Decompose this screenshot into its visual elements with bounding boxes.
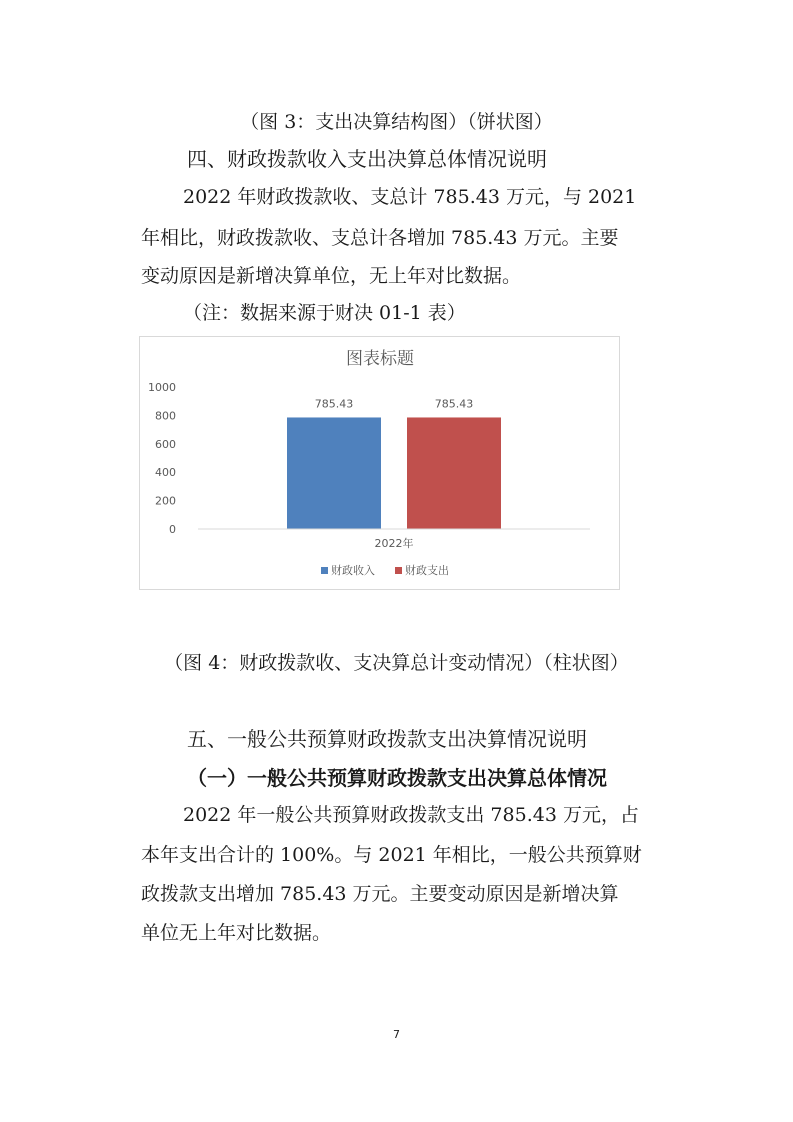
figure4-caption: （图 4：财政拨款收、支决算总计变动情况）（柱状图）: [164, 652, 629, 674]
legend-label: 财政收入: [331, 564, 375, 577]
y-tick-label: 0: [169, 523, 176, 536]
y-tick-label: 1000: [148, 381, 176, 394]
page-number: 7: [393, 1028, 400, 1041]
bar-expenditure: [407, 417, 501, 529]
chart-title: 图表标题: [346, 349, 414, 369]
section5-subheading: （一）一般公共预算财政拨款支出决算总体情况: [187, 766, 607, 790]
y-tick-label: 600: [155, 437, 176, 451]
y-tick-label: 200: [155, 494, 176, 508]
section5-heading: 五、一般公共预算财政拨款支出决算情况说明: [187, 727, 587, 751]
section4-paragraph-line: 年相比，财政拨款收、支总计各增加 785.43 万元。主要: [141, 227, 619, 249]
y-tick-label: 400: [155, 466, 176, 480]
chart-legend: [321, 563, 449, 577]
section4-paragraph-line: 变动原因是新增决算单位，无上年对比数据。: [141, 265, 522, 287]
bar-chart: [139, 336, 620, 590]
section5-paragraph-line: 2022 年一般公共预算财政拨款支出 785.43 万元，占: [183, 804, 639, 826]
legend-swatch: [395, 567, 402, 574]
section4-paragraph-line: 2022 年财政拨款收、支总计 785.43 万元，与 2021: [183, 186, 637, 208]
figure3-caption: （图 3：支出决算结构图）（饼状图）: [240, 111, 553, 133]
data-source-note: （注：数据来源于财决 01-1 表）: [183, 302, 466, 324]
legend-swatch: [321, 567, 328, 574]
section5-paragraph-line: 单位无上年对比数据。: [141, 922, 332, 944]
section5-paragraph-line: 本年支出合计的 100%。与 2021 年相比，一般公共预算财: [141, 844, 642, 866]
bar-data-label: 785.43: [314, 397, 354, 411]
bar-income: [287, 417, 381, 529]
x-category-label: 2022年: [374, 537, 414, 550]
section5-paragraph-line: 政拨款支出增加 785.43 万元。主要变动原因是新增决算: [141, 883, 619, 905]
section4-heading: 四、财政拨款收入支出决算总体情况说明: [187, 147, 547, 171]
legend-label: 财政支出: [405, 564, 449, 577]
bar-data-label: 785.43: [434, 397, 474, 411]
y-tick-label: 800: [155, 409, 176, 423]
